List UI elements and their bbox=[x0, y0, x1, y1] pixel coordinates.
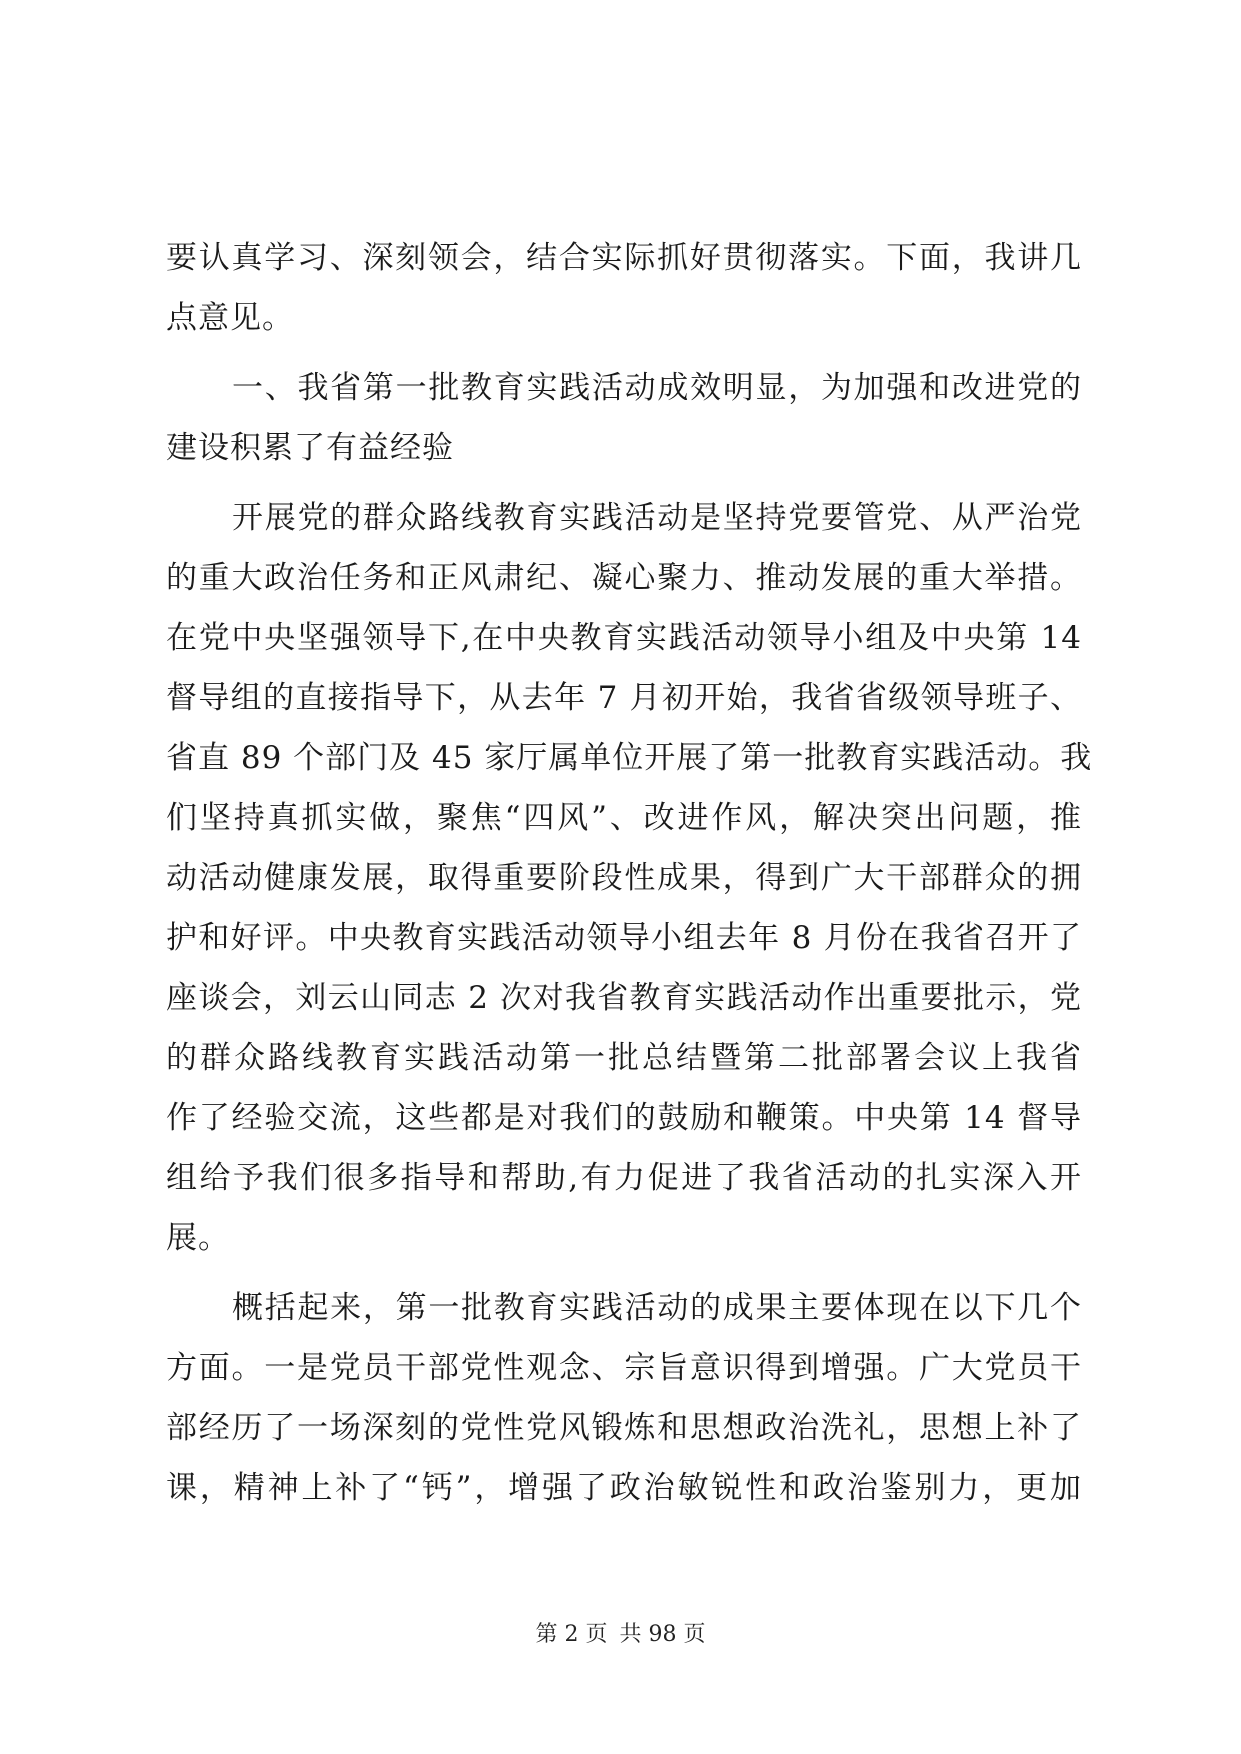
text-line: 督导组的直接指导下，从去年 7 月初开始，我省省级领导班子、 bbox=[166, 680, 1082, 716]
text-line: 的重大政治任务和正风肃纪、凝心聚力、推动发展的重大举措。 bbox=[166, 560, 1082, 596]
text-line: 动活动健康发展，取得重要阶段性成果，得到广大干部群众的拥 bbox=[166, 860, 1082, 896]
section-heading-line: 一、我省第一批教育实践活动成效明显，为加强和改进党的 bbox=[232, 370, 1082, 406]
text-line: 在党中央坚强领导下,在中央教育实践活动领导小组及中央第 14 bbox=[166, 620, 1082, 656]
document-body bbox=[166, 228, 1093, 1518]
text-line: 护和好评。中央教育实践活动领导小组去年 8 月份在我省召开了 bbox=[166, 920, 1082, 956]
text-line: 展。 bbox=[166, 1220, 230, 1256]
text-line: 作了经验交流，这些都是对我们的鼓励和鞭策。中央第 14 督导 bbox=[166, 1100, 1082, 1136]
text-line: 部经历了一场深刻的党性党风锻炼和思想政治洗礼，思想上补了 bbox=[166, 1410, 1082, 1446]
page-footer bbox=[0, 1620, 1241, 1650]
text-line: 省直 89 个部门及 45 家厅属单位开展了第一批教育实践活动。我 bbox=[166, 740, 1093, 776]
section-heading-line: 建设积累了有益经验 bbox=[166, 430, 454, 466]
text-line: 们坚持真抓实做，聚焦“四风”、改进作风，解决突出问题，推 bbox=[166, 800, 1082, 836]
page-total: 共 98 页 bbox=[619, 1622, 706, 1647]
page-number: 第 2 页 bbox=[535, 1622, 608, 1647]
text-line: 开展党的群众路线教育实践活动是坚持党要管党、从严治党 bbox=[232, 500, 1082, 536]
text-line: 座谈会，刘云山同志 2 次对我省教育实践活动作出重要批示，党 bbox=[166, 980, 1082, 1016]
text-line: 要认真学习、深刻领会，结合实际抓好贯彻落实。下面，我讲几 bbox=[166, 240, 1082, 276]
text-line: 课，精神上补了“钙”，增强了政治敏锐性和政治鉴别力，更加 bbox=[166, 1470, 1082, 1506]
text-line: 点意见。 bbox=[166, 300, 294, 336]
text-line: 组给予我们很多指导和帮助,有力促进了我省活动的扎实深入开 bbox=[166, 1160, 1082, 1196]
text-line: 概括起来，第一批教育实践活动的成果主要体现在以下几个 bbox=[232, 1290, 1082, 1326]
text-line: 方面。一是党员干部党性观念、宗旨意识得到增强。广大党员干 bbox=[166, 1350, 1082, 1386]
text-line: 的群众路线教育实践活动第一批总结暨第二批部署会议上我省 bbox=[166, 1040, 1082, 1076]
